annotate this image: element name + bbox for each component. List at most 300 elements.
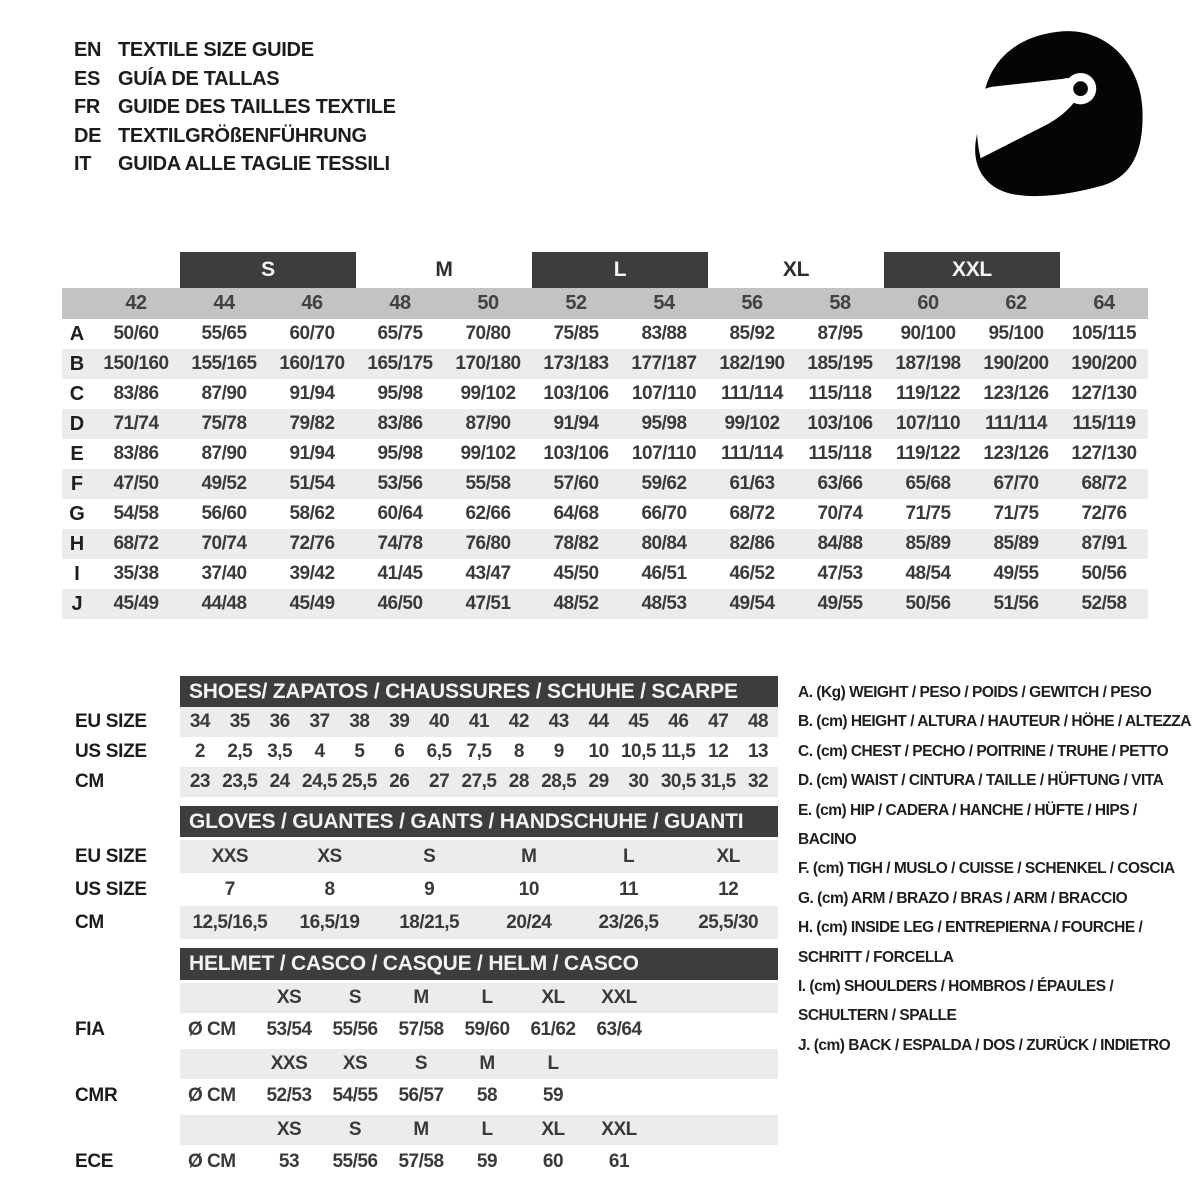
table-cell: 41 xyxy=(468,711,490,732)
size-cell: 177/187 xyxy=(631,353,697,374)
row-cells xyxy=(180,737,778,767)
size-cell: 58/62 xyxy=(289,503,335,524)
size-cell: 47/51 xyxy=(465,593,511,614)
size-cell: 78/82 xyxy=(553,533,599,554)
table-cell: 10 xyxy=(518,878,539,900)
table-cell: 20/24 xyxy=(506,911,552,933)
helmet-value-cell: 52/53 xyxy=(266,1084,312,1106)
row-label: A xyxy=(69,322,85,345)
size-cell: 57/60 xyxy=(553,473,599,494)
size-header-cell: 52 xyxy=(565,292,587,314)
row-label-spacer xyxy=(68,1049,180,1079)
size-cell: 71/74 xyxy=(113,413,159,434)
size-cell: 82/86 xyxy=(729,533,775,554)
size-cell: 85/89 xyxy=(993,533,1039,554)
table-cell: 30,5 xyxy=(660,771,696,792)
helmet-size-cell: XS xyxy=(276,987,302,1008)
size-header-cell: 62 xyxy=(1005,292,1027,314)
language-label: GUÍA DE TALLAS xyxy=(118,67,280,90)
size-cell: 47/50 xyxy=(113,473,159,494)
size-cell: 165/175 xyxy=(367,353,433,374)
size-cell: 54/58 xyxy=(113,503,159,524)
standard-label: ECE xyxy=(75,1150,114,1172)
size-row xyxy=(62,559,1148,589)
table-cell: 42 xyxy=(508,711,529,732)
helmet-value-cell: 57/58 xyxy=(398,1150,444,1172)
table-row xyxy=(68,906,780,939)
helmet-value-cell: 60 xyxy=(542,1150,564,1172)
size-cell: 76/80 xyxy=(465,533,511,554)
unit-spacer xyxy=(180,1115,256,1145)
size-cell: 111/114 xyxy=(720,443,784,464)
size-cell: 91/94 xyxy=(289,383,335,404)
size-cell: 37/40 xyxy=(201,563,247,584)
size-cell: 79/82 xyxy=(289,413,335,434)
size-cell: 64/68 xyxy=(553,503,599,524)
legend-item: D. (cm) WAIST / CINTURA / TAILLE / HÜFTUNG / VITA xyxy=(798,772,1164,790)
helmet-size-cell: XXL xyxy=(601,987,637,1008)
table-cell: 31,5 xyxy=(700,771,736,792)
language-row xyxy=(74,122,396,151)
table-cell: 16,5/19 xyxy=(299,911,360,933)
helmet-size-cell: M xyxy=(413,987,429,1008)
size-band: M xyxy=(435,258,453,281)
size-header-cell: 42 xyxy=(125,292,147,314)
size-cell: 160/170 xyxy=(279,353,345,374)
helmet-section xyxy=(68,983,780,1046)
size-band: XL xyxy=(782,258,810,281)
size-cell: 170/180 xyxy=(455,353,521,374)
row-label: I xyxy=(74,562,80,585)
size-cell: 70/74 xyxy=(201,533,247,554)
size-cell: 119/122 xyxy=(895,383,961,404)
size-cell: 95/100 xyxy=(988,323,1044,344)
size-cell: 87/90 xyxy=(201,383,247,404)
table-cell: 5 xyxy=(354,741,365,762)
helmet-sizes-row xyxy=(68,1115,780,1145)
size-cell: 49/55 xyxy=(817,593,863,614)
size-cell: 185/195 xyxy=(807,353,873,374)
helmet-value-cell: 53/54 xyxy=(266,1018,312,1040)
table-cell: XS xyxy=(317,845,342,867)
helmet-size-cell: XXS xyxy=(270,1053,308,1074)
row-label: EU SIZE xyxy=(75,845,147,867)
size-cell: 99/102 xyxy=(724,413,780,434)
helmet-value-cell: 57/58 xyxy=(398,1018,444,1040)
unit-label: Ø CM xyxy=(188,1150,236,1172)
helmet-values-row xyxy=(68,1013,780,1046)
helmet-value-cell: 53 xyxy=(278,1150,300,1172)
language-row xyxy=(74,150,396,179)
row-label: B xyxy=(69,352,85,375)
legend-item: E. (cm) HIP / CADERA / HANCHE / HÜFTE / HIPS / BACINO xyxy=(798,801,1137,849)
table-cell: 43 xyxy=(548,711,569,732)
helmet-values-row xyxy=(68,1079,780,1112)
row-label: H xyxy=(69,532,85,555)
helmet-value-cell: 63/64 xyxy=(596,1018,642,1040)
table-cell: 2,5 xyxy=(227,741,253,762)
table-cell: 29 xyxy=(588,771,609,792)
size-cell: 51/56 xyxy=(993,593,1039,614)
table-cell: XL xyxy=(716,845,740,867)
table-cell: 10,5 xyxy=(620,741,656,762)
row-label: J xyxy=(71,592,83,615)
helmet-size-cell: XS xyxy=(276,1119,302,1140)
row-cells xyxy=(180,1049,778,1079)
helmet-value-cell: 55/56 xyxy=(332,1150,378,1172)
size-cell: 87/95 xyxy=(817,323,863,344)
size-cell: 83/86 xyxy=(113,383,159,404)
table-cell: 9 xyxy=(553,741,564,762)
size-cell: 85/89 xyxy=(905,533,951,554)
table-cell: 47 xyxy=(708,711,729,732)
table-cell: 40 xyxy=(429,711,450,732)
size-cell: 75/78 xyxy=(201,413,247,434)
table-cell: 39 xyxy=(389,711,410,732)
helmet-value-cell: 59/60 xyxy=(464,1018,510,1040)
table-cell: 35 xyxy=(229,711,250,732)
size-cell: 74/78 xyxy=(377,533,423,554)
size-cell: 75/85 xyxy=(553,323,599,344)
size-row xyxy=(62,589,1148,619)
helmet-value-cell: 55/56 xyxy=(332,1018,378,1040)
size-band-row xyxy=(62,252,1148,288)
size-row xyxy=(62,409,1148,439)
size-cell: 48/54 xyxy=(905,563,951,584)
unit-label: Ø CM xyxy=(188,1084,236,1106)
legend-item: F. (cm) TIGH / MUSLO / CUISSE / SCHENKEL / COSCIA xyxy=(798,860,1175,878)
table-cell: 7 xyxy=(224,878,235,900)
table-cell: 46 xyxy=(668,711,689,732)
standard-label: CMR xyxy=(75,1084,118,1106)
row-label: CM xyxy=(75,911,104,933)
size-cell: 173/183 xyxy=(543,353,609,374)
size-cell: 99/102 xyxy=(460,383,516,404)
size-cell: 115/119 xyxy=(1072,413,1136,434)
table-cell: 28,5 xyxy=(541,771,577,792)
row-cells xyxy=(180,906,778,939)
table-cell: 23/26,5 xyxy=(598,911,659,933)
size-cell: 72/76 xyxy=(289,533,335,554)
language-list xyxy=(74,36,396,179)
table-cell: 37 xyxy=(309,711,330,732)
unit-spacer xyxy=(180,983,256,1013)
size-cell: 65/68 xyxy=(905,473,951,494)
helmet-size-cell: L xyxy=(547,1053,559,1074)
size-cell: 123/126 xyxy=(983,443,1049,464)
size-cell: 95/98 xyxy=(377,443,423,464)
table-cell: 25,5/30 xyxy=(698,911,759,933)
size-cell: 87/91 xyxy=(1081,533,1127,554)
helmet-size-cell: XL xyxy=(541,1119,565,1140)
size-header-cell: 58 xyxy=(829,292,851,314)
table-row xyxy=(68,873,780,906)
size-header-cell: 64 xyxy=(1093,292,1115,314)
size-cell: 155/165 xyxy=(191,353,257,374)
size-cell: 71/75 xyxy=(993,503,1039,524)
size-cell: 70/74 xyxy=(817,503,863,524)
size-cell: 119/122 xyxy=(895,443,961,464)
row-cells xyxy=(180,1115,778,1145)
size-row xyxy=(62,349,1148,379)
size-cell: 187/198 xyxy=(895,353,961,374)
standard-label: FIA xyxy=(75,1018,105,1040)
language-code: EN xyxy=(74,39,102,61)
row-label: F xyxy=(70,472,84,495)
size-cell: 45/50 xyxy=(553,563,599,584)
size-cell: 51/54 xyxy=(289,473,335,494)
table-cell: 27,5 xyxy=(461,771,497,792)
row-label: CM xyxy=(75,771,104,792)
size-header-cell: 50 xyxy=(477,292,499,314)
language-label: TEXTILGRÖßENFÜHRUNG xyxy=(118,124,367,147)
table-cell: 26 xyxy=(389,771,410,792)
helmet-value-cell: 56/57 xyxy=(398,1084,444,1106)
table-cell: 12 xyxy=(718,878,739,900)
size-row xyxy=(62,379,1148,409)
size-band: L xyxy=(532,252,708,288)
size-cell: 103/106 xyxy=(543,383,609,404)
table-cell: 38 xyxy=(349,711,370,732)
size-cell: 49/52 xyxy=(201,473,247,494)
size-cell: 46/51 xyxy=(641,563,687,584)
size-cell: 72/76 xyxy=(1081,503,1127,524)
size-cell: 68/72 xyxy=(1081,473,1127,494)
size-cell: 60/64 xyxy=(377,503,423,524)
helmet-value-cell: 54/55 xyxy=(332,1084,378,1106)
size-header-row xyxy=(62,288,1148,319)
size-cell: 105/115 xyxy=(1071,323,1137,344)
table-row xyxy=(68,707,780,737)
size-cell: 67/70 xyxy=(993,473,1039,494)
size-cell: 150/160 xyxy=(103,353,169,374)
size-cell: 115/118 xyxy=(808,443,872,464)
size-header-cell: 44 xyxy=(213,292,235,314)
size-cell: 50/60 xyxy=(113,323,159,344)
helmet-sizes-row xyxy=(68,983,780,1013)
table-cell: 2 xyxy=(194,741,205,762)
size-header-cell: 48 xyxy=(389,292,411,314)
row-label: US SIZE xyxy=(75,741,147,762)
size-cell: 87/90 xyxy=(465,413,511,434)
size-row xyxy=(62,499,1148,529)
size-cell: 39/42 xyxy=(289,563,335,584)
size-cell: 90/100 xyxy=(900,323,956,344)
size-cell: 83/86 xyxy=(113,443,159,464)
size-cell: 46/52 xyxy=(729,563,775,584)
helmet-value-cell: 59 xyxy=(542,1084,564,1106)
language-row xyxy=(74,93,396,122)
table-cell: 10 xyxy=(588,741,609,762)
size-row xyxy=(62,469,1148,499)
table-cell: 24 xyxy=(269,771,290,792)
table-cell: 11 xyxy=(618,878,639,900)
size-cell: 60/70 xyxy=(289,323,335,344)
table-row xyxy=(68,767,780,797)
table-cell: 12 xyxy=(708,741,729,762)
table-cell: 11,5 xyxy=(661,741,696,762)
helmet-size-cell: M xyxy=(479,1053,495,1074)
language-label: TEXTILE SIZE GUIDE xyxy=(118,39,314,61)
table-cell: 44 xyxy=(588,711,609,732)
size-cell: 103/106 xyxy=(807,413,873,434)
size-cell: 48/52 xyxy=(553,593,599,614)
size-band: S xyxy=(180,252,356,288)
size-cell: 66/70 xyxy=(641,503,687,524)
size-cell: 84/88 xyxy=(817,533,863,554)
row-cells xyxy=(180,1145,778,1178)
table-cell: 27 xyxy=(429,771,450,792)
table-cell: 6,5 xyxy=(426,741,452,762)
language-row xyxy=(74,65,396,94)
size-cell: 103/106 xyxy=(543,443,609,464)
helmet-size-cell: M xyxy=(413,1119,429,1140)
size-cell: 61/63 xyxy=(729,473,775,494)
size-cell: 47/53 xyxy=(817,563,863,584)
helmet-size-cell: XXL xyxy=(601,1119,637,1140)
legend-item: G. (cm) ARM / BRAZO / BRAS / ARM / BRACCIO xyxy=(798,889,1128,907)
size-cell: 49/55 xyxy=(993,563,1039,584)
size-cell: 107/110 xyxy=(631,383,697,404)
helmet-size-cell: S xyxy=(348,1119,362,1140)
size-cell: 35/38 xyxy=(113,563,159,584)
table-cell: 8 xyxy=(324,878,335,900)
size-cell: 107/110 xyxy=(631,443,697,464)
size-cell: 80/84 xyxy=(641,533,687,554)
row-cells xyxy=(180,707,778,737)
helmet-values-row xyxy=(68,1145,780,1178)
size-cell: 65/75 xyxy=(377,323,423,344)
helmet-section xyxy=(68,1115,780,1178)
table-row xyxy=(68,840,780,873)
helmet-table xyxy=(68,948,780,1178)
size-cell: 95/98 xyxy=(641,413,687,434)
size-cell: 45/49 xyxy=(113,593,159,614)
size-cell: 53/56 xyxy=(377,473,423,494)
shoes-title-bar: SHOES/ ZAPATOS / CHAUSSURES / SCHUHE / SCARPE xyxy=(180,676,778,707)
size-cell: 52/58 xyxy=(1081,593,1127,614)
size-cell: 70/80 xyxy=(465,323,511,344)
textile-size-table xyxy=(62,252,1148,619)
table-cell: 45 xyxy=(628,711,649,732)
size-cell: 68/72 xyxy=(113,533,159,554)
row-cells xyxy=(180,767,778,797)
table-cell: S xyxy=(423,845,436,867)
helmet-size-cell: L xyxy=(481,987,493,1008)
helmet-value-cell: 61 xyxy=(608,1150,630,1172)
table-cell: 8 xyxy=(513,741,524,762)
size-header-cell: 54 xyxy=(653,292,675,314)
size-cell: 55/65 xyxy=(201,323,247,344)
legend-item: C. (cm) CHEST / PECHO / POITRINE / TRUHE / PETTO xyxy=(798,742,1169,760)
row-cells xyxy=(180,1079,778,1112)
language-label: GUIDA ALLE TAGLIE TESSILI xyxy=(118,153,390,175)
language-code: ES xyxy=(74,67,101,90)
size-cell: 111/114 xyxy=(984,413,1048,434)
unit-label: Ø CM xyxy=(188,1018,236,1040)
table-cell: 7,5 xyxy=(466,741,492,762)
table-cell: 48 xyxy=(747,711,769,732)
helmet-sections xyxy=(68,983,780,1178)
helmet-size-cell: S xyxy=(348,987,362,1008)
gloves-table xyxy=(68,806,780,939)
size-cell: 85/92 xyxy=(729,323,775,344)
language-label: GUIDE DES TAILLES TEXTILE xyxy=(118,96,396,118)
size-cell: 115/118 xyxy=(808,383,872,404)
size-band: XXL xyxy=(884,252,1060,288)
size-cell: 62/66 xyxy=(465,503,511,524)
table-cell: 12,5/16,5 xyxy=(192,911,268,933)
size-cell: 56/60 xyxy=(201,503,247,524)
language-row xyxy=(74,36,396,65)
language-code: IT xyxy=(74,153,92,175)
row-cells xyxy=(180,1013,778,1046)
row-label-spacer xyxy=(68,1115,180,1145)
size-cell: 83/86 xyxy=(377,413,423,434)
size-cell: 48/53 xyxy=(641,593,687,614)
table-cell: XXS xyxy=(211,845,249,867)
size-header-spacer xyxy=(62,288,92,319)
helmet-value-cell: 61/62 xyxy=(530,1018,576,1040)
size-cell: 91/94 xyxy=(289,443,335,464)
size-cell: 91/94 xyxy=(553,413,599,434)
legend-item: A. (Kg) WEIGHT / PESO / POIDS / GEWITCH / PESO xyxy=(798,684,1152,701)
table-cell: 30 xyxy=(628,771,649,792)
legend-item: I. (cm) SHOULDERS / HOMBROS / ÉPAULES / SCHULTERN / SPALLE xyxy=(798,978,1114,1025)
size-cell: 127/130 xyxy=(1071,383,1137,404)
row-label: EU SIZE xyxy=(75,711,147,732)
size-row xyxy=(62,529,1148,559)
language-code: DE xyxy=(74,124,102,147)
size-cell: 123/126 xyxy=(983,383,1049,404)
size-table-body xyxy=(62,319,1148,619)
language-code: FR xyxy=(74,96,101,118)
measurement-legend xyxy=(798,678,1194,1060)
size-cell: 50/56 xyxy=(905,593,951,614)
row-label: D xyxy=(69,412,85,435)
row-cells xyxy=(180,840,778,873)
racing-helmet-icon xyxy=(953,22,1165,218)
legend-item: B. (cm) HEIGHT / ALTURA / HAUTEUR / HÖHE / ALTEZZA xyxy=(798,713,1191,731)
row-cells xyxy=(180,873,778,906)
unit-spacer xyxy=(180,1049,256,1079)
size-cell: 43/47 xyxy=(465,563,511,584)
table-cell: 13 xyxy=(747,741,769,762)
size-row xyxy=(62,319,1148,349)
table-cell: 28 xyxy=(508,771,529,792)
table-cell: 34 xyxy=(189,711,210,732)
size-cell: 190/200 xyxy=(1071,353,1137,374)
row-label: E xyxy=(70,442,84,465)
size-cell: 68/72 xyxy=(729,503,775,524)
size-cell: 107/110 xyxy=(895,413,961,434)
shoes-rows xyxy=(68,707,780,797)
row-label-spacer xyxy=(68,983,180,1013)
size-header-cell: 46 xyxy=(301,292,323,314)
size-cell: 46/50 xyxy=(377,593,423,614)
helmet-title-bar: HELMET / CASCO / CASQUE / HELM / CASCO xyxy=(180,948,778,980)
helmet-size-cell: XL xyxy=(541,987,565,1008)
row-label: US SIZE xyxy=(75,878,147,900)
row-cells xyxy=(180,983,778,1013)
legend-item: J. (cm) BACK / ESPALDA / DOS / ZURÜCK / INDIETRO xyxy=(798,1036,1171,1054)
table-cell: 25,5 xyxy=(341,771,377,792)
size-cell: 50/56 xyxy=(1081,563,1127,584)
row-label: C xyxy=(69,382,85,405)
helmet-section xyxy=(68,1049,780,1112)
size-cell: 99/102 xyxy=(460,443,516,464)
size-cell: 83/88 xyxy=(641,323,687,344)
